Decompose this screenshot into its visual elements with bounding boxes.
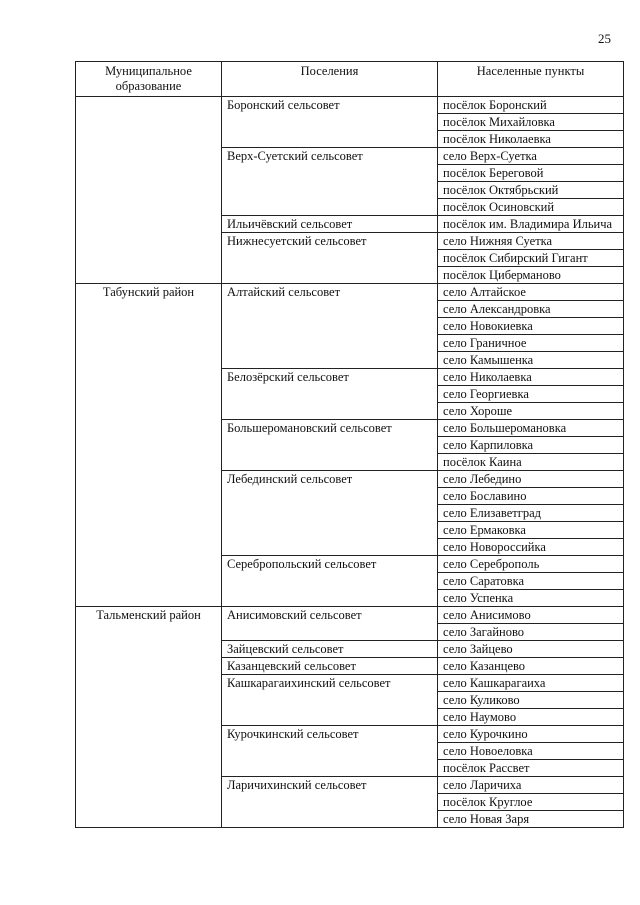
locality-cell: село Георгиевка xyxy=(438,386,624,403)
locality-cell: село Ларичиха xyxy=(438,777,624,794)
locality-cell: село Нижняя Суетка xyxy=(438,233,624,250)
locality-cell: посёлок Боронский xyxy=(438,97,624,114)
header-municipality: Муниципальное образование xyxy=(76,62,222,97)
locality-cell: село Лебедино xyxy=(438,471,624,488)
locality-cell: посёлок Круглое xyxy=(438,794,624,811)
locality-cell: посёлок Сибирский Гигант xyxy=(438,250,624,267)
municipality-cell: Табунский район xyxy=(76,284,222,607)
locality-cell: село Новая Заря xyxy=(438,811,624,828)
locality-cell: село Николаевка xyxy=(438,369,624,386)
locality-cell: село Саратовка xyxy=(438,573,624,590)
locality-cell: село Хороше xyxy=(438,403,624,420)
locality-cell: село Граничное xyxy=(438,335,624,352)
locality-cell: село Куликово xyxy=(438,692,624,709)
locality-cell: посёлок Николаевка xyxy=(438,131,624,148)
settlement-cell: Курочкинский сельсовет xyxy=(222,726,438,777)
settlement-cell: Белозёрский сельсовет xyxy=(222,369,438,420)
locality-cell: село Новокиевка xyxy=(438,318,624,335)
locality-cell: село Успенка xyxy=(438,590,624,607)
settlement-cell: Нижнесуетский сельсовет xyxy=(222,233,438,284)
locality-cell: посёлок Береговой xyxy=(438,165,624,182)
header-localities: Населенные пункты xyxy=(438,62,624,97)
locality-cell: село Загайново xyxy=(438,624,624,641)
locality-cell: село Анисимово xyxy=(438,607,624,624)
locality-cell: село Елизаветград xyxy=(438,505,624,522)
locality-cell: посёлок Октябрьский xyxy=(438,182,624,199)
table-row xyxy=(76,97,624,114)
locality-cell: село Новоеловка xyxy=(438,743,624,760)
settlement-cell: Казанцевский сельсовет xyxy=(222,658,438,675)
locality-cell: село Александровка xyxy=(438,301,624,318)
locality-cell: посёлок Циберманово xyxy=(438,267,624,284)
locality-cell: село Зайцево xyxy=(438,641,624,658)
locality-cell: село Ермаковка xyxy=(438,522,624,539)
locality-cell: село Камышенка xyxy=(438,352,624,369)
locality-cell: село Курочкино xyxy=(438,726,624,743)
settlement-cell: Серебропольский сельсовет xyxy=(222,556,438,607)
locality-cell: село Карпиловка xyxy=(438,437,624,454)
settlement-cell: Анисимовский сельсовет xyxy=(222,607,438,641)
locality-cell: посёлок Каина xyxy=(438,454,624,471)
locality-cell: посёлок Михайловка xyxy=(438,114,624,131)
locality-cell: село Большеромановка xyxy=(438,420,624,437)
header-settlements: Поселения xyxy=(222,62,438,97)
table-row xyxy=(76,284,624,301)
settlement-cell: Большеромановский сельсовет xyxy=(222,420,438,471)
table-header-row xyxy=(76,62,624,97)
settlement-cell: Алтайский сельсовет xyxy=(222,284,438,369)
table-body xyxy=(76,97,624,828)
locality-cell: село Кашкарагаиха xyxy=(438,675,624,692)
settlement-cell: Боронский сельсовет xyxy=(222,97,438,148)
settlement-cell: Лебединский сельсовет xyxy=(222,471,438,556)
settlement-cell: Ларичихинский сельсовет xyxy=(222,777,438,828)
settlements-table xyxy=(75,61,624,828)
page-number: 25 xyxy=(598,31,611,46)
municipality-cell: Тальменский район xyxy=(76,607,222,828)
locality-cell: село Верх-Суетка xyxy=(438,148,624,165)
locality-cell: село Сереброполь xyxy=(438,556,624,573)
locality-cell: село Наумово xyxy=(438,709,624,726)
settlement-cell: Зайцевский сельсовет xyxy=(222,641,438,658)
municipality-cell xyxy=(76,97,222,284)
locality-cell: посёлок им. Владимира Ильича xyxy=(438,216,624,233)
settlement-cell: Кашкарагаихинский сельсовет xyxy=(222,675,438,726)
locality-cell: посёлок Осиновский xyxy=(438,199,624,216)
table-row xyxy=(76,607,624,624)
locality-cell: село Казанцево xyxy=(438,658,624,675)
settlement-cell: Ильичёвский сельсовет xyxy=(222,216,438,233)
locality-cell: посёлок Рассвет xyxy=(438,760,624,777)
locality-cell: село Алтайское xyxy=(438,284,624,301)
locality-cell: село Бославино xyxy=(438,488,624,505)
locality-cell: село Новороссийка xyxy=(438,539,624,556)
settlement-cell: Верх-Суетский сельсовет xyxy=(222,148,438,216)
